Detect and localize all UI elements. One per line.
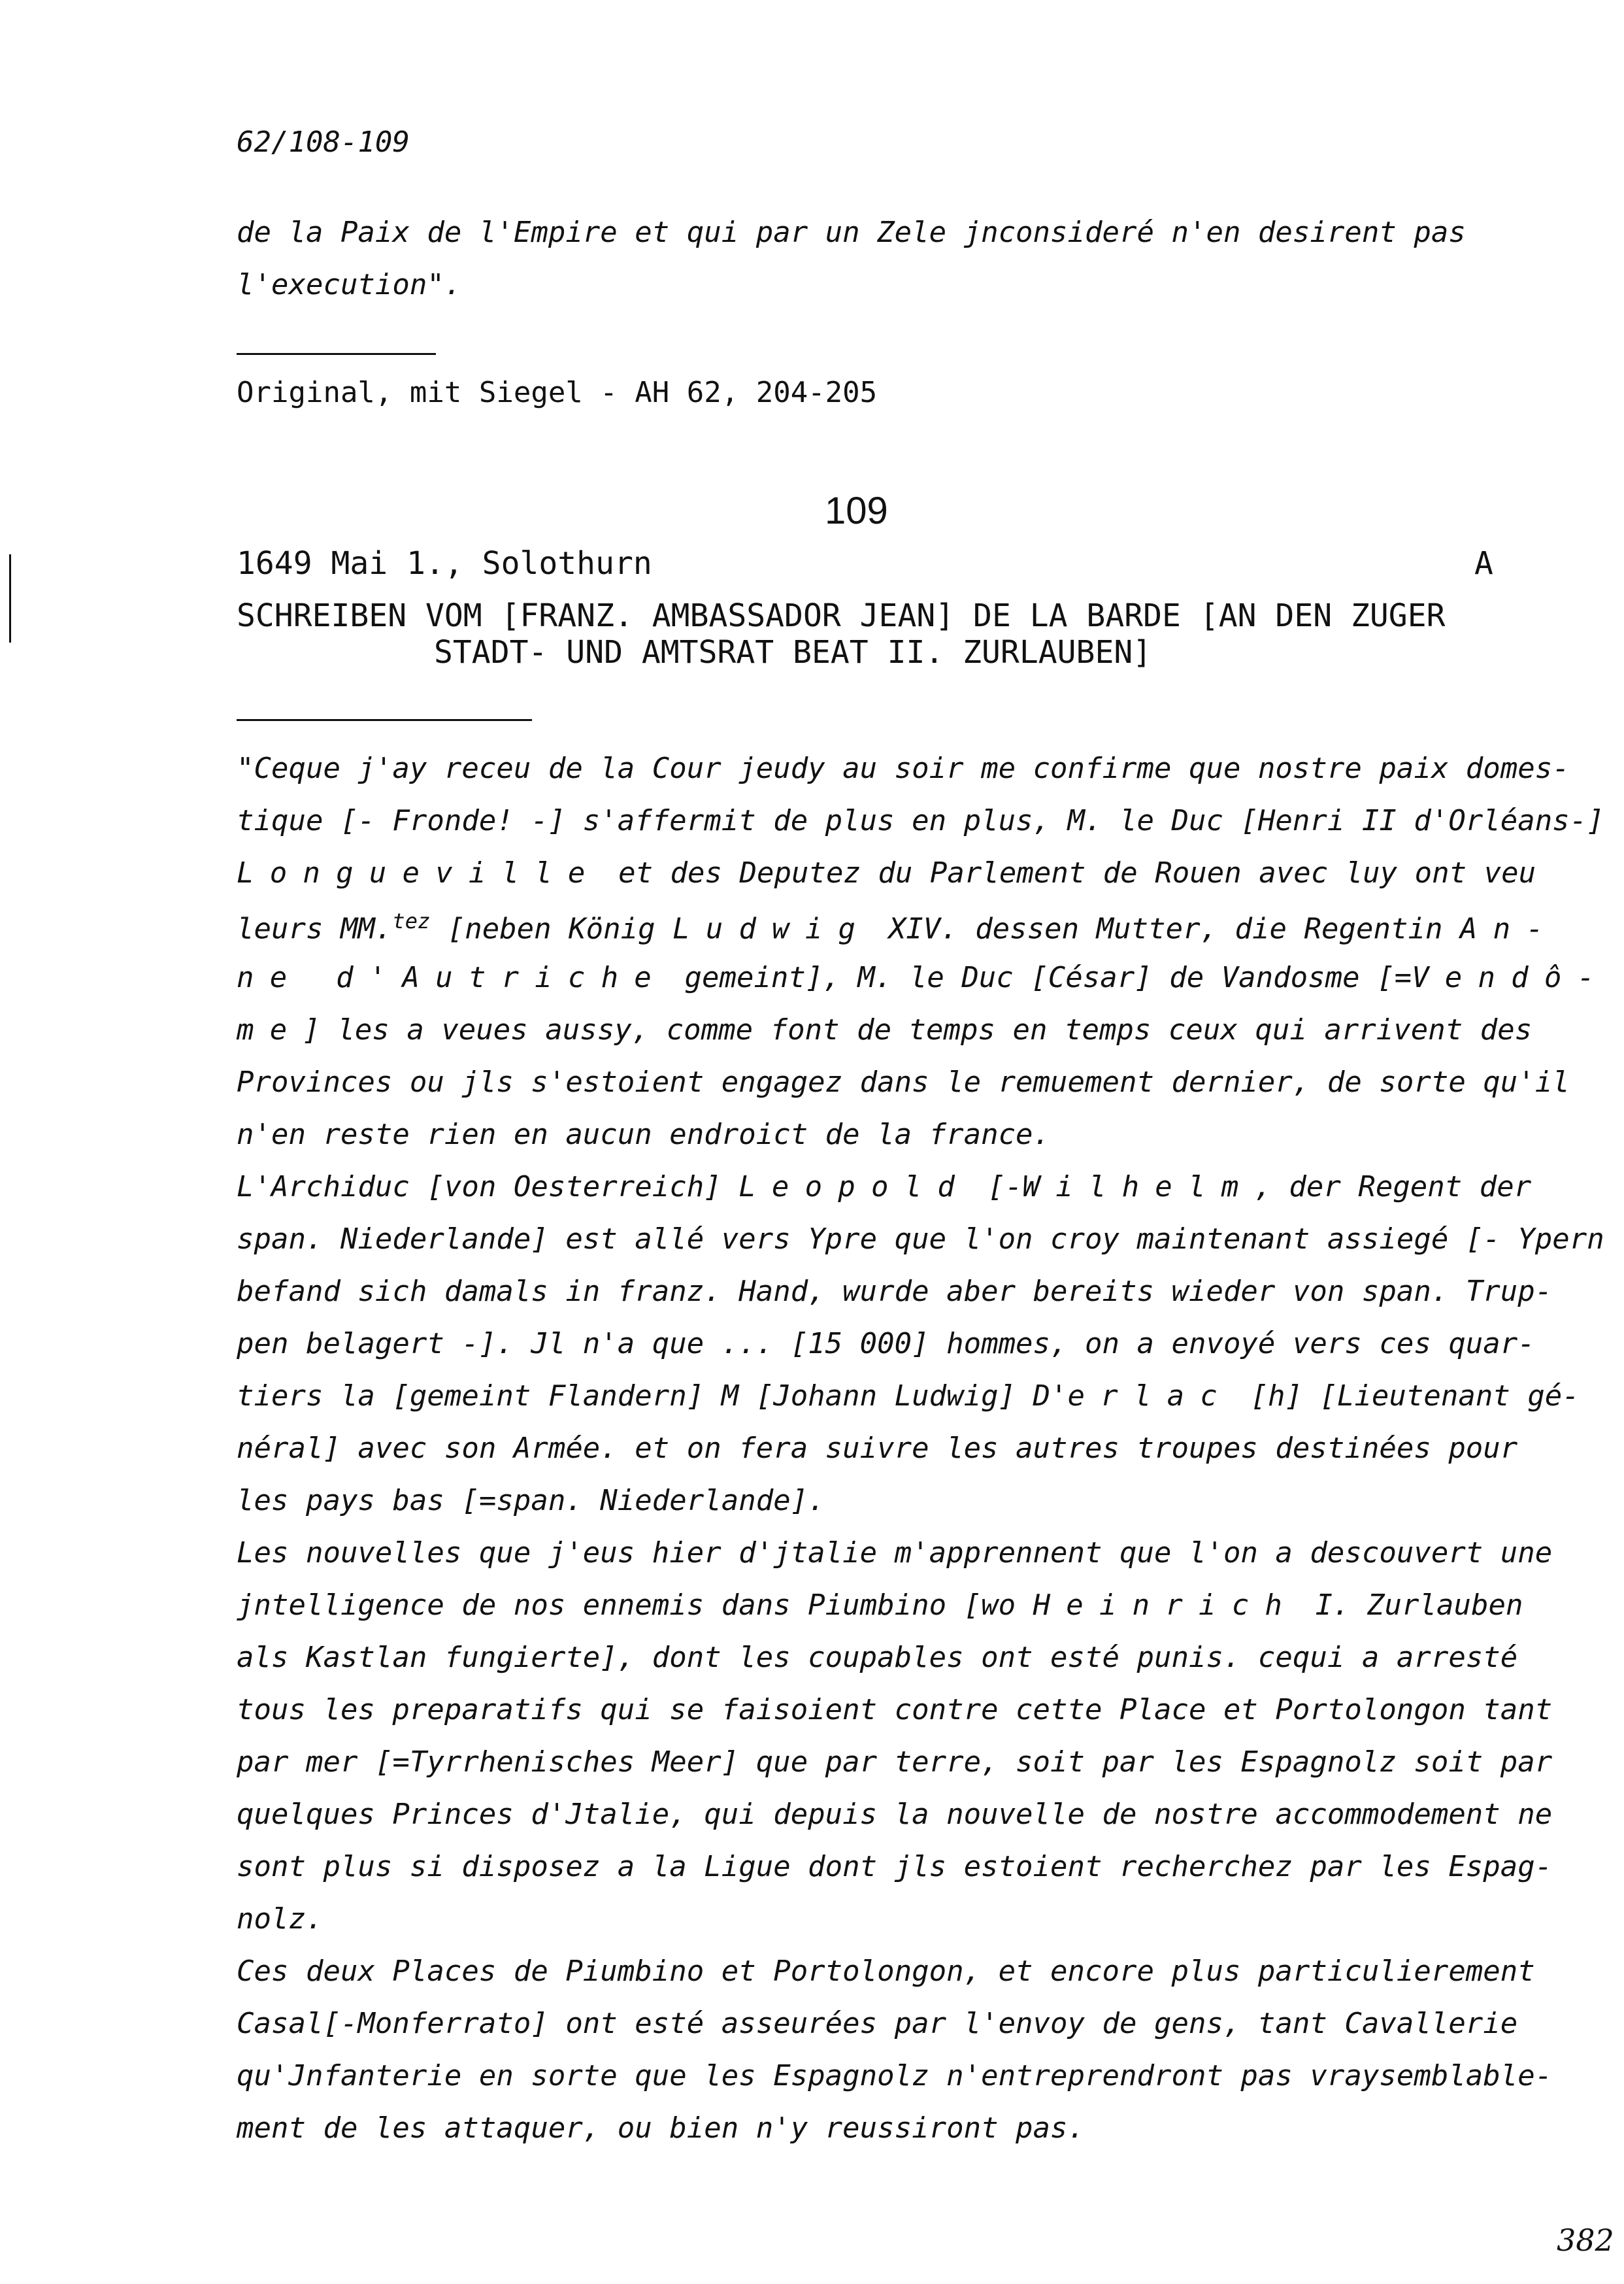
spaced-name: Heinrich	[1033, 1588, 1299, 1622]
body-line: befand sich damals in franz. Hand, wurde aber bereits wieder von span. Trup-	[237, 1275, 1553, 1308]
document-title-line-1: SCHREIBEN VOM [FRANZ. AMBASSADOR JEAN] DE LA BARDE [AN DEN ZUGER	[237, 597, 1446, 634]
body-line: Provinces ou jls s'estoient engagez dans le remuement dernier, de sorte qu'il	[237, 1066, 1570, 1099]
body-line: span. Niederlande] est allé vers Ypre que l'on croy maintenant assiegé [- Ypern	[237, 1222, 1604, 1256]
footnote-rule-1	[237, 353, 436, 355]
spaced-name: ne d'Autriche	[237, 961, 667, 994]
folio-number: 382	[1557, 2223, 1614, 2258]
document-date-place: 1649 Mai 1., Solothurn	[237, 545, 652, 582]
body-line: néral] avec son Armée. et on fera suivre les autres troupes destinées pour	[237, 1432, 1518, 1465]
body-line: Ces deux Places de Piumbino et Portolongon, et encore plus particulierement	[237, 1955, 1535, 1988]
body-line: nolz.	[237, 1902, 323, 1936]
body-line: les pays bas [=span. Niederlande].	[237, 1484, 825, 1517]
body-line: quelques Princes d'Jtalie, qui depuis la nouvelle de nostre accommodement ne	[237, 1798, 1553, 1831]
margin-mark	[9, 554, 11, 643]
spaced-name: me	[237, 1013, 303, 1047]
title-rule	[237, 719, 532, 721]
source-note: Original, mit Siegel - AH 62, 204-205	[237, 376, 878, 409]
spaced-name: Leopold	[738, 1170, 971, 1203]
body-line: leurs MM.$^{tez}$ [neben König Ludwig XIV. dessen Mutter, die Regentin An-	[237, 909, 1559, 946]
body-line: "Ceque j'ay receu de la Cour jeudy au soir me confirme que nostre paix domes-	[237, 752, 1570, 785]
body-line: sont plus si disposez a la Ligue dont jls estoient recherchez par les Espag-	[237, 1850, 1553, 1883]
spaced-name: An-	[1459, 912, 1559, 946]
body-line: Les nouvelles que j'eus hier d'jtalie m'apprennent que l'on a descouvert une	[237, 1536, 1553, 1570]
body-line: tous les preparatifs qui se faisoient contre cette Place et Portolongon tant	[237, 1693, 1553, 1726]
body-line: Longueville et des Deputez du Parlement de Rouen avec luy ont veu	[237, 856, 1536, 890]
body-line: tique [- Fronde! -] s'affermit de plus en plus, M. le Duc [Henri II d'Orléans-]	[237, 804, 1604, 837]
body-line: L'Archiduc [von Oesterreich] Leopold [-Wilhelm, der Regent der	[237, 1170, 1532, 1203]
document-title-line-2: STADT- UND AMTSRAT BEAT II. ZURLAUBEN]	[434, 634, 1152, 671]
body-line: ment de les attaquer, ou bien n'y reussiront pas.	[237, 2111, 1085, 2145]
body-line: par mer [=Tyrrhenisches Meer] que par terre, soit par les Espagnolz soit par	[237, 1745, 1553, 1779]
spaced-name: Vendô-	[1412, 961, 1611, 994]
body-line: Casal[-Monferrato] ont esté asseurées par l'envoy de gens, tant Cavallerie	[237, 2007, 1518, 2040]
body-line: tiers la [gemeint Flandern] M [Johann Ludwig] D'erlac [h] [Lieutenant gé-	[237, 1379, 1580, 1413]
previous-doc-line-2: l'execution".	[237, 268, 462, 301]
body-line: me] les a veues aussy, comme font de temps en temps ceux qui arrivent des	[237, 1013, 1533, 1047]
body-line: jntelligence de nos ennemis dans Piumbino [wo Heinrich I. Zurlauben	[237, 1588, 1523, 1622]
body-line: als Kastlan fungierte], dont les coupables ont esté punis. cequi a arresté	[237, 1641, 1518, 1674]
document-number: 109	[825, 490, 888, 532]
body-line: ne d'Autriche gemeint], M. le Duc [César] de Vandosme [=Vendô-	[237, 961, 1611, 994]
superscript: tez	[392, 909, 431, 933]
document-marker: A	[1474, 545, 1493, 582]
body-line: pen belagert -]. Jl n'a que ... [15 000] hommes, on a envoyé vers ces quar-	[237, 1327, 1535, 1360]
spaced-name: Ludwig	[672, 912, 872, 946]
body-line: qu'Jnfanterie en sorte que les Espagnolz n'entreprendront pas vraysemblable-	[237, 2059, 1553, 2092]
spaced-name: Wilhelm	[1022, 1170, 1255, 1203]
body-line: n'en reste rien en aucun endroict de la france.	[237, 1118, 1051, 1151]
previous-doc-line-1: de la Paix de l'Empire et qui par un Zele jnconsideré n'en desirent pas	[237, 216, 1466, 249]
page-reference: 62/108-109	[237, 126, 410, 159]
spaced-name: Longueville	[237, 856, 601, 890]
spaced-name: erlac	[1067, 1379, 1233, 1413]
